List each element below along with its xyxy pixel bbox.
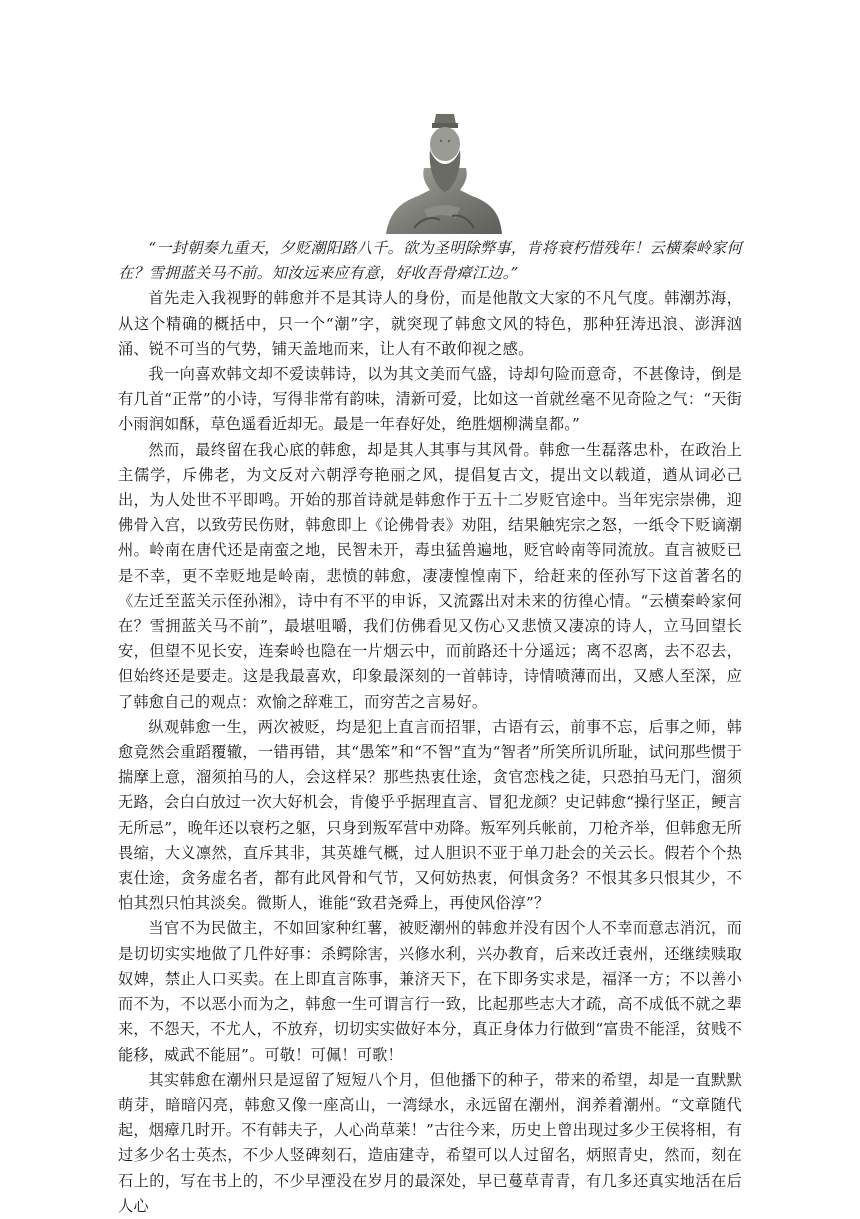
article-paragraph: 我一向喜欢韩文却不爱读韩诗，以为其文美而气盛，诗却句险而意奇，不甚像诗，倒是有几首“正常”的小诗，写得非常有韵味，清新可爱，比如这一首就丝毫不见奇险之气：“天街小雨润如酥，草色遥看近却无。最是一年春好处，绝胜烟柳满皇都。” bbox=[118, 365, 743, 434]
portrait-bust-image bbox=[384, 110, 504, 234]
article-body bbox=[118, 236, 742, 1219]
article-paragraph: 其实韩愈在潮州只是逗留了短短八个月，但他播下的种子，带来的希望，却是一直默默萌芽，暗暗闪亮，韩愈又像一座高山，一湾绿水，永远留在潮州，润养着潮州。“文章随代起，烟瘴几时开。不有韩夫子，人心尚草莱！”古往今来，历史上曾出现过多少王侯将相，有过多少名士英杰，不少人竖碑刻石，造庙建寺，希望可以人过留名，炳照青史，然而，刻在石上的，写在书上的，不少早湮没在岁月的最深处，早已蔓草青青，有几多还真实地活在后人心 bbox=[118, 1070, 742, 1215]
article-paragraph: 当官不为民做主，不如回家种红薯，被贬潮州的韩愈并没有因个人不幸而意志消沉，而是切切实实地做了几件好事：杀鳄除害，兴修水利，兴办教育，后来改迁袁州，还继续赎取奴婢，禁止人口买卖。在上即直言陈事，兼济天下，在下即务实求是，福泽一方；不以善小而不为，不以恶小而为之，韩愈一生可谓言行一致，比起那些志大才疏，高不成低不就之辈来，不怨天，不尤人，不放弃，切切实实做好本分，真正身体力行做到“富贵不能淫，贫贱不能移，威武不能屈”。可敬！可佩！可歌！ bbox=[118, 919, 742, 1064]
article-paragraph: 纵观韩愈一生，两次被贬，均是犯上直言而招罪，古语有云，前事不忘，后事之师，韩愈竟然会重蹈覆辙，一错再错，其“愚笨”和“不智”直为“智者”所笑所讥所耻，试问那些惯于揣摩上意，溜须拍马的人，会这样呆？那些热衷仕途，贪官恋栈之徒，只恐拍马无门，溜须无路，会白白放过一次大好机会，肯傻乎乎据理直言、冒犯龙颜？史记韩愈“操行坚正，鲠言无所忌”，晚年还以衰朽之躯，只身到叛军营中劝降。叛军列兵帐前，刀枪齐举，但韩愈无所畏缩，大义凛然，直斥其非，其英雄气概，过人胆识不亚于单刀赴会的关云长。假若个个热衷仕途，贪务虚名者，都有此风骨和气节，又何妨热衷，何惧贪务？不恨其多只恨其少，不怕其烈只怕其淡矣。微斯人，谁能“致君尧舜上，再使风俗淳”？ bbox=[118, 717, 742, 913]
han-yu-bust-icon bbox=[384, 110, 504, 234]
article-paragraph: 然而，最终留在我心底的韩愈，却是其人其事与其风骨。韩愈一生磊落忠朴，在政治上主儒学，斥佛老，为文反对六朝浮夸艳丽之风，提倡复古文，提出文以载道，遒从词必己出，为人处世不平即鸣。开始的那首诗就是韩愈作于五十二岁贬官途中。当年宪宗崇佛，迎佛骨入宫，以致劳民伤财，韩愈即上《论佛骨表》劝阻，结果触宪宗之怒，一纸令下贬谪潮州。岭南在唐代还是南蛮之地，民智未开，毒虫猛兽遍地，贬官岭南等同流放。直言被贬已是不幸，更不幸贬地是岭南，悲愤的韩愈，凄凄惶惶南下，给赶来的侄孙写下这首著名的《左迁至蓝关示侄孙湘》，诗中有不平的申诉，又流露出对未来的彷徨心情。“云横秦岭家何在？雪拥蓝关马不前”，最堪咀嚼，我们仿佛看见又伤心又悲愤又凄凉的诗人，立马回望长安，但望不见长安，连秦岭也隐在一片烟云中，而前路还十分遥远；离不忍离，去不忍去，但始终还是要走。这是我最喜欢，印象最深刻的一首韩诗，诗情喷薄而出，又感人至深，应了韩愈自己的观点：欢愉之辞难工，而穷苦之言易好。 bbox=[118, 440, 742, 711]
article-paragraph: 首先走入我视野的韩愈并不是其诗人的身份，而是他散文大家的不凡气度。韩潮苏海，从这个精确的概括中，只一个“潮”字，就突现了韩愈文风的特色，那种狂涛迅浪、澎湃汹涌、锐不可当的气势，铺天盖地而来，让人有不敢仰视之感。 bbox=[118, 289, 742, 358]
poem-paragraph: “一封朝奏九重天，夕贬潮阳路八千。欲为圣明除弊事，肯将衰朽惜残年！云横秦岭家何在？雪拥蓝关马不前。知汝远来应有意，好收吾骨瘴江边。” bbox=[118, 239, 742, 283]
